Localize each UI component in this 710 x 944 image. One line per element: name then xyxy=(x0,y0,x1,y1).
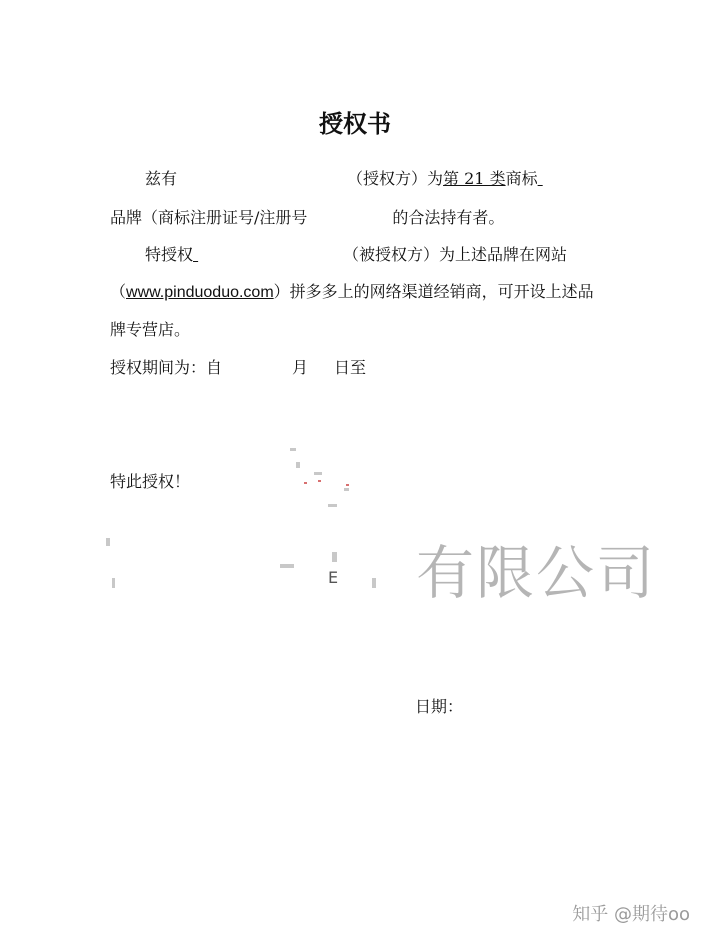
distributor-text: ）拼多多上的网络渠道经销商，可开设上述品 xyxy=(273,282,594,301)
day-to-text: 日至 xyxy=(334,358,367,377)
para2-line1 xyxy=(145,242,567,265)
seal-company-suffix: 有限公司 xyxy=(416,539,657,607)
closing-text: 特此授权！ xyxy=(110,472,191,491)
seal-letter: E xyxy=(328,568,339,587)
para2-line3 xyxy=(110,317,190,340)
pinduoduo-link[interactable]: www.pinduoduo.com xyxy=(126,284,274,301)
period-label: 授权期间为：自 xyxy=(110,358,223,377)
legal-holder-text: 的合法持有者。 xyxy=(392,208,505,227)
date-label: 日期： xyxy=(415,697,464,716)
trademark-class: 第 21 类 xyxy=(443,169,506,188)
para1-line2 xyxy=(110,205,504,228)
para1-lead: 兹有 xyxy=(145,169,178,188)
redacted-grantor-name xyxy=(177,172,347,188)
authorization-period xyxy=(110,355,366,378)
redacted-grantee-name xyxy=(193,245,343,264)
redacted-start-day xyxy=(308,361,334,377)
redacted-date-value xyxy=(463,700,493,716)
para1-line1 xyxy=(145,166,598,189)
url-open-paren: （ xyxy=(110,282,127,301)
seal-fragments-image xyxy=(100,440,400,610)
store-text: 牌专营店。 xyxy=(110,320,191,339)
redacted-brand-name xyxy=(538,169,598,188)
para2-line2 xyxy=(110,279,594,302)
grantee-role-text: （被授权方）为上述品牌在网站 xyxy=(343,245,568,264)
trademark-label: 商标 xyxy=(505,169,538,188)
redacted-start-year xyxy=(222,361,292,377)
grantor-role-text: （授权方）为 xyxy=(347,169,444,188)
month-unit: 月 xyxy=(292,358,309,377)
zhihu-watermark: 知乎 @期待oo xyxy=(572,904,690,925)
registration-label: 品牌（商标注册证号/注册号 xyxy=(110,208,308,227)
para2-lead: 特授权 xyxy=(145,245,194,264)
redacted-registration-number xyxy=(307,211,392,227)
date-line xyxy=(415,694,493,717)
document-title: 授权书 xyxy=(319,110,391,138)
